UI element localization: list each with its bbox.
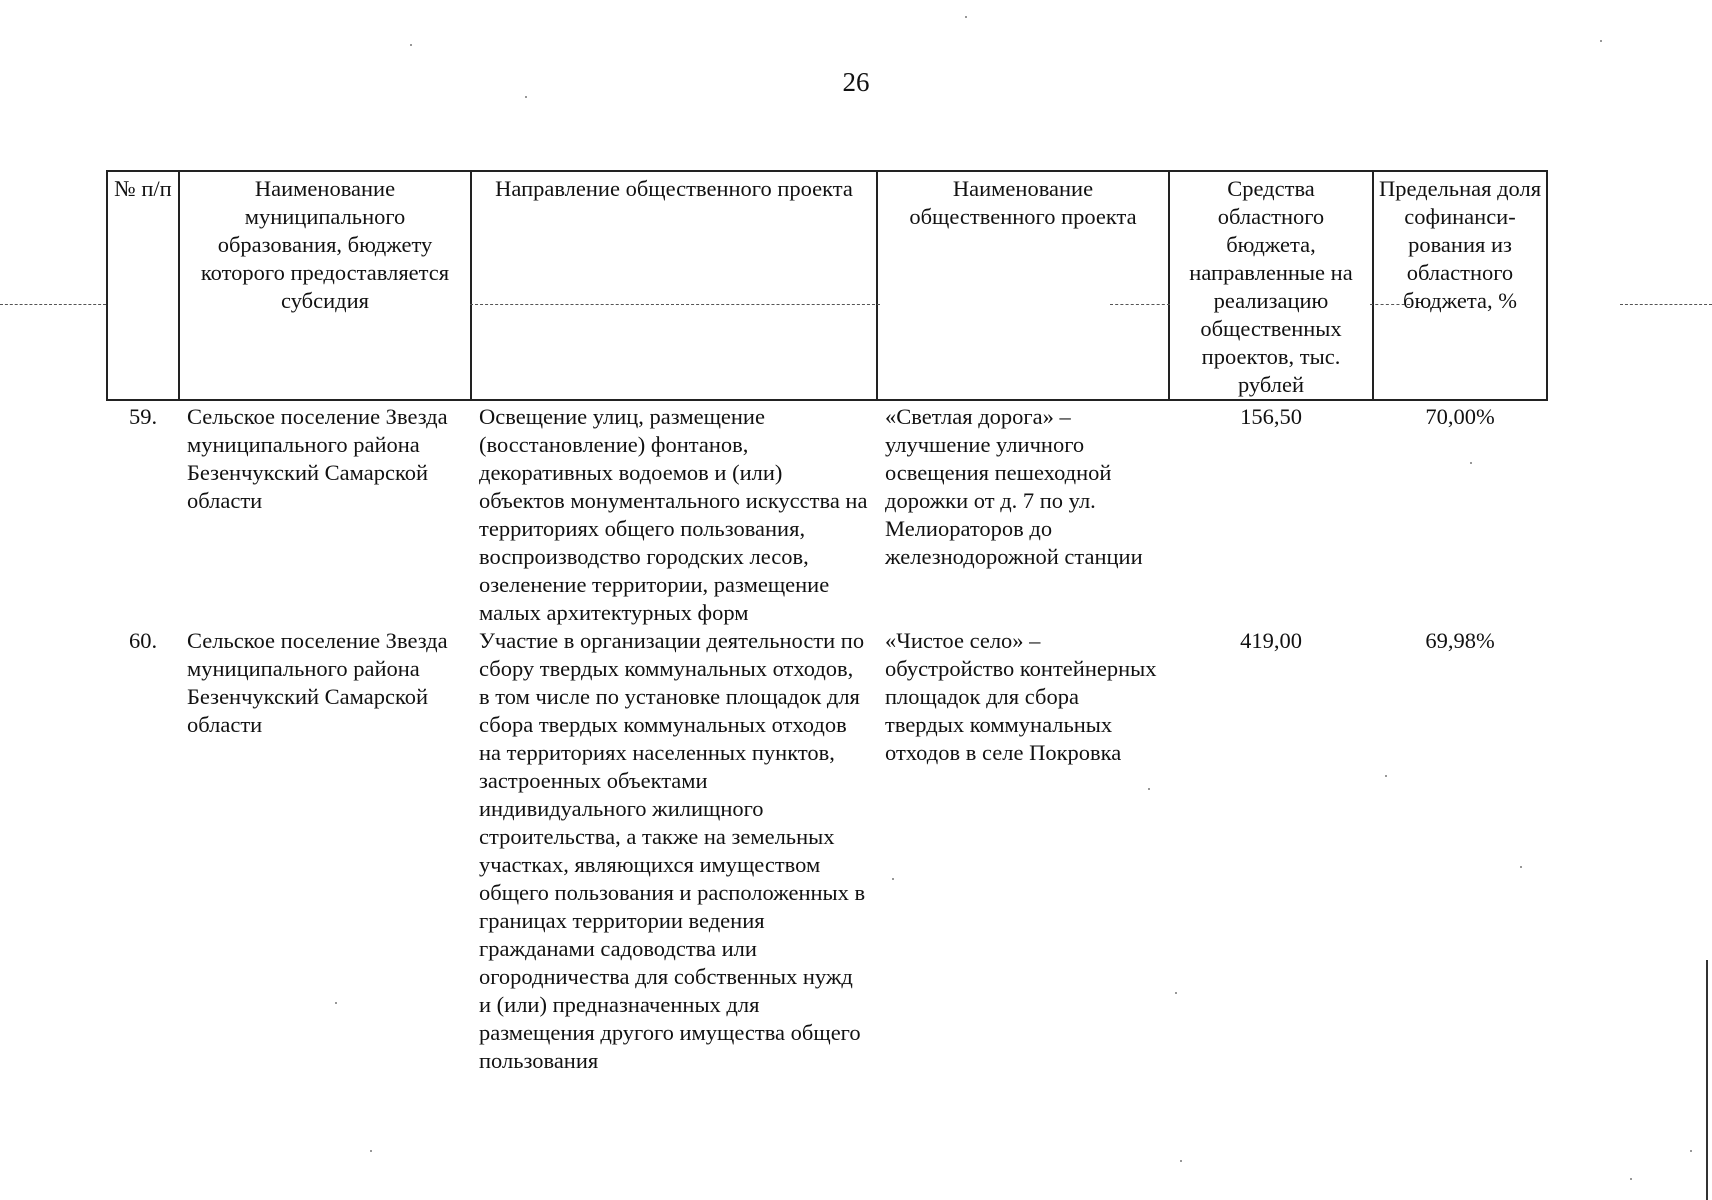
scan-speck [892, 878, 894, 880]
header-number: № п/п [107, 171, 179, 400]
row-amount: 419,00 [1240, 628, 1302, 653]
scan-dashed-line [1620, 304, 1712, 305]
row-number: 60. [128, 628, 158, 653]
scan-speck [1690, 1150, 1692, 1152]
row-share: 69,98% [1425, 628, 1495, 653]
row-direction: Освещение улиц, размещение (восстановление) фонтанов, декоративных водоемов и (или) объектов монументального искусства на территориях общего пользования, воспроизводство городских лесов, озеленение территории, размещение малых архитектурных форм [479, 404, 868, 625]
scan-speck [1175, 992, 1177, 994]
scan-speck [1520, 866, 1522, 868]
header-cofinancing-share: Предельная доля софинанси-рования из областного бюджета, % [1373, 171, 1547, 400]
scan-speck [410, 44, 412, 46]
header-municipality: Наименование муниципального образования, бюджету которого предоставляется субсидия [179, 171, 471, 400]
scan-speck [1148, 788, 1150, 790]
scan-speck [525, 96, 527, 98]
table-row [107, 627, 1547, 1075]
scan-speck [370, 1150, 372, 1152]
page-number: 26 [842, 67, 870, 97]
scan-speck [335, 1002, 337, 1004]
scan-dashed-line [0, 304, 106, 305]
header-project-name: Наименование общественного проекта [877, 171, 1169, 400]
row-project: «Чистое село» – обустройство контейнерных площадок для сбора твердых коммунальных отходов в селе Покровка [885, 628, 1157, 765]
row-project: «Светлая дорога» – улучшение уличного освещения пешеходной дорожки от д. 7 по ул. Мелиораторов до железнодорожной станции [885, 404, 1143, 569]
row-municipality: Сельское поселение Звезда муниципального района Безенчукский Самарской области [187, 404, 448, 513]
scan-speck [1470, 462, 1472, 464]
row-direction: Участие в организации деятельности по сбору твердых коммунальных отходов, в том числе по установке площадок для сбора твердых коммунальных отходов на территориях населенных пунктов, застроенных объектами индивидуального жилищного строительства, а также на земельных участках, являющихся имуществом общего пользования и расположенных в границах территории ведения гражданами садоводства или огородничества для собственных нужд и (или) предназначенных для размещения другого имущества общего пользования [479, 628, 866, 1073]
header-project-direction: Направление общественного проекта [471, 171, 877, 400]
header-budget-funds: Средства областного бюджета, направленные на реализацию общественных проектов, тыс. рублей [1169, 171, 1373, 400]
scan-edge-line [1706, 960, 1708, 1200]
scan-speck [1600, 40, 1602, 42]
table-row [107, 400, 1547, 627]
scan-speck [965, 16, 967, 18]
row-number: 59. [128, 404, 158, 429]
scan-dashed-line [1110, 304, 1170, 305]
row-amount: 156,50 [1240, 404, 1302, 429]
scan-speck [1385, 775, 1387, 777]
scan-dashed-line [470, 304, 880, 305]
row-municipality: Сельское поселение Звезда муниципального района Безенчукский Самарской области [187, 628, 448, 737]
row-share: 70,00% [1425, 404, 1495, 429]
scan-speck [1180, 1160, 1182, 1162]
subsidy-table [106, 170, 1548, 1075]
scan-dashed-line [1370, 304, 1410, 305]
scan-speck [1630, 1178, 1632, 1180]
table-header-row [107, 171, 1547, 400]
